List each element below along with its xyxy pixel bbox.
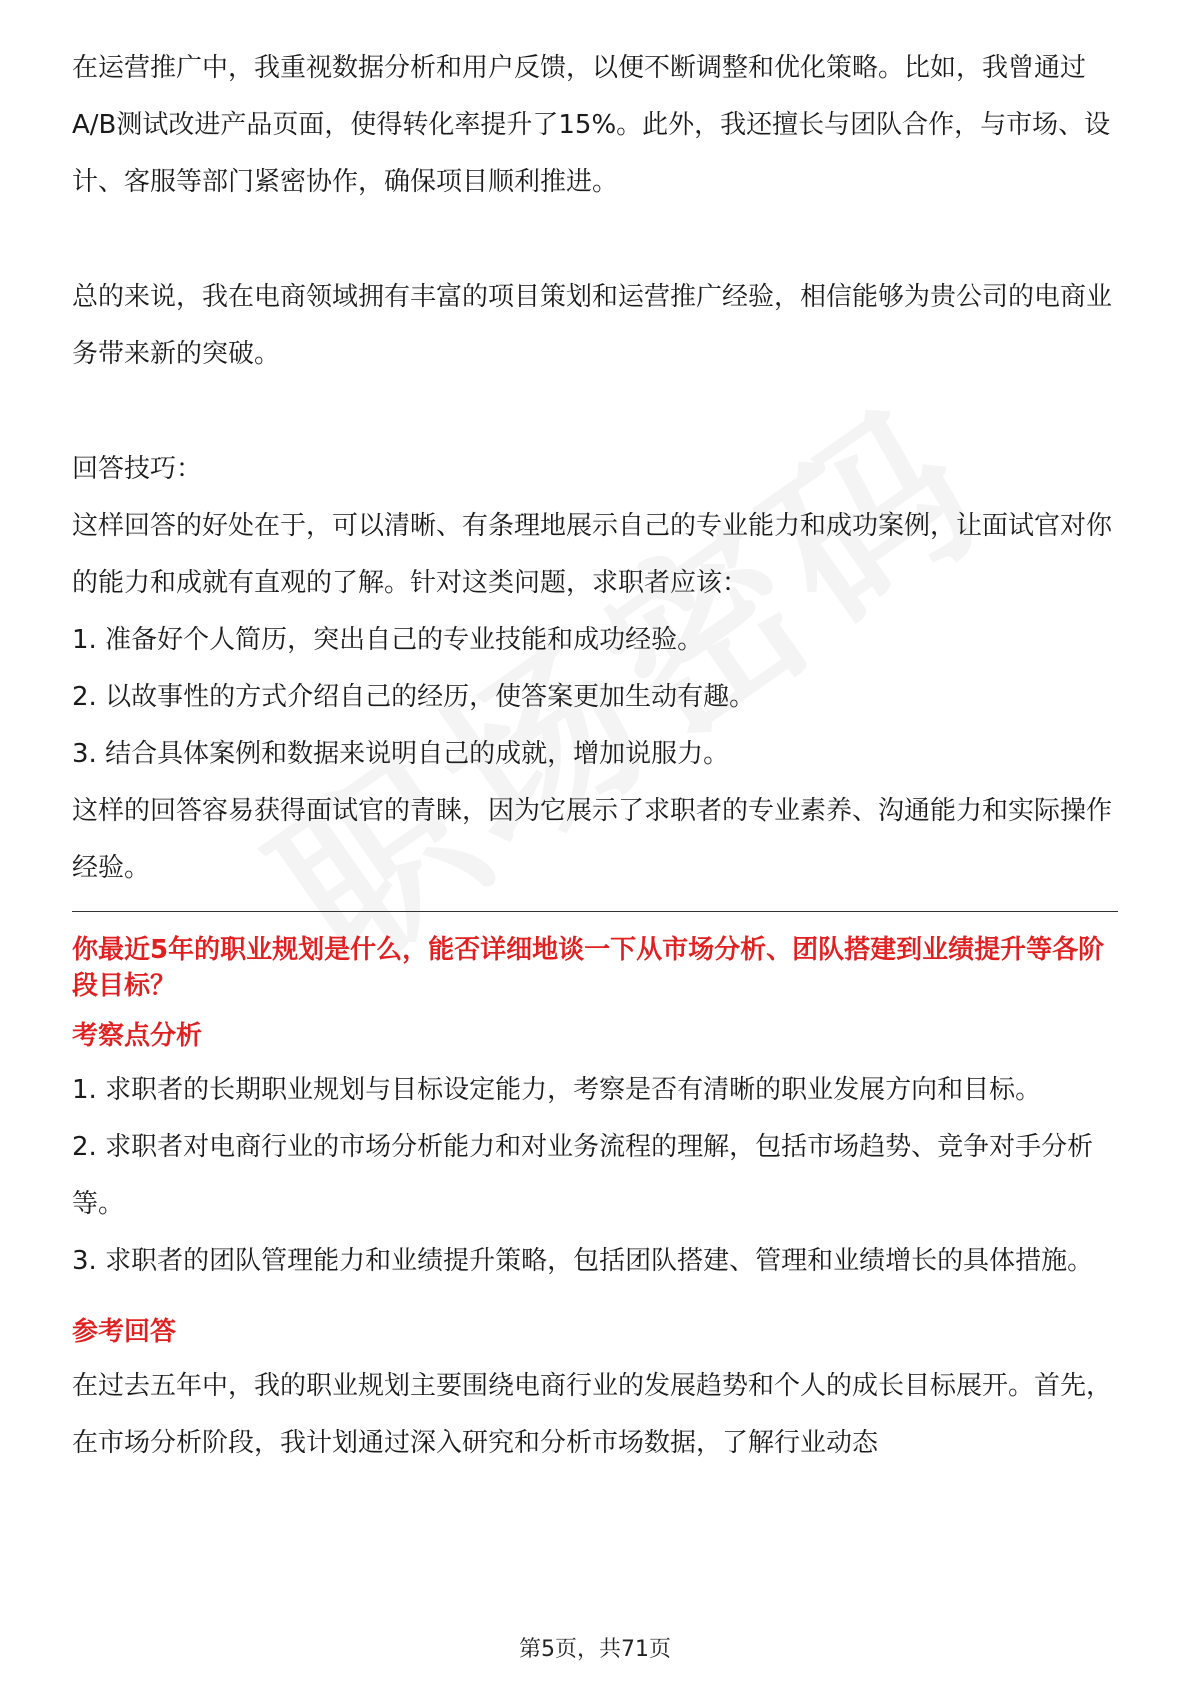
page-footer: 第5页，共71页 <box>519 1637 671 1662</box>
reference-title: 参考回答 <box>72 1317 177 1347</box>
question-title: 你最近5年的职业规划是什么，能否详细地谈一下从市场分析、团队搭建到业绩提升等各阶段目标？ <box>72 935 1105 1001</box>
section-divider <box>72 911 1118 912</box>
reference-text: 在过去五年中，我的职业规划主要围绕电商行业的发展趋势和个人的成长目标展开。首先，在市场分析阶段，我计划通过深入研究和分析市场数据，了解行业动态 <box>72 1371 1113 1458</box>
paragraph-summary: 总的来说，我在电商领域拥有丰富的项目策划和运营推广经验，相信能够为贵公司的电商业务带来新的突破。 <box>72 282 1113 369</box>
tips-item: 1. 准备好个人简历，突出自己的专业技能和成功经验。 <box>72 625 704 655</box>
analysis-item: 1. 求职者的长期职业规划与目标设定能力，考察是否有清晰的职业发展方向和目标。 <box>72 1075 1042 1105</box>
tips-item: 2. 以故事性的方式介绍自己的经历，使答案更加生动有趣。 <box>72 682 756 712</box>
analysis-item: 2. 求职者对电商行业的市场分析能力和对业务流程的理解，包括市场趋势、竞争对手分析等。 <box>72 1132 1094 1219</box>
analysis-item: 3. 求职者的团队管理能力和业绩提升策略，包括团队搭建、管理和业绩增长的具体措施。 <box>72 1246 1094 1276</box>
tips-conclusion: 这样的回答容易获得面试官的青睐，因为它展示了求职者的专业素养、沟通能力和实际操作经验。 <box>72 796 1113 883</box>
analysis-title: 考察点分析 <box>72 1021 203 1051</box>
tips-item: 3. 结合具体案例和数据来说明自己的成就，增加说服力。 <box>72 739 730 769</box>
document-body <box>72 40 1118 1472</box>
tips-title: 回答技巧： <box>72 454 203 484</box>
paragraph-operations: 在运营推广中，我重视数据分析和用户反馈，以便不断调整和优化策略。比如，我曾通过A/B测试改进产品页面，使得转化率提升了15%。此外，我还擅长与团队合作，与市场、设计、客服等部门紧密协作，确保项目顺利推进。 <box>72 53 1111 197</box>
tips-intro: 这样回答的好处在于，可以清晰、有条理地展示自己的专业能力和成功案例，让面试官对你的能力和成就有直观的了解。针对这类问题，求职者应该： <box>72 511 1113 598</box>
